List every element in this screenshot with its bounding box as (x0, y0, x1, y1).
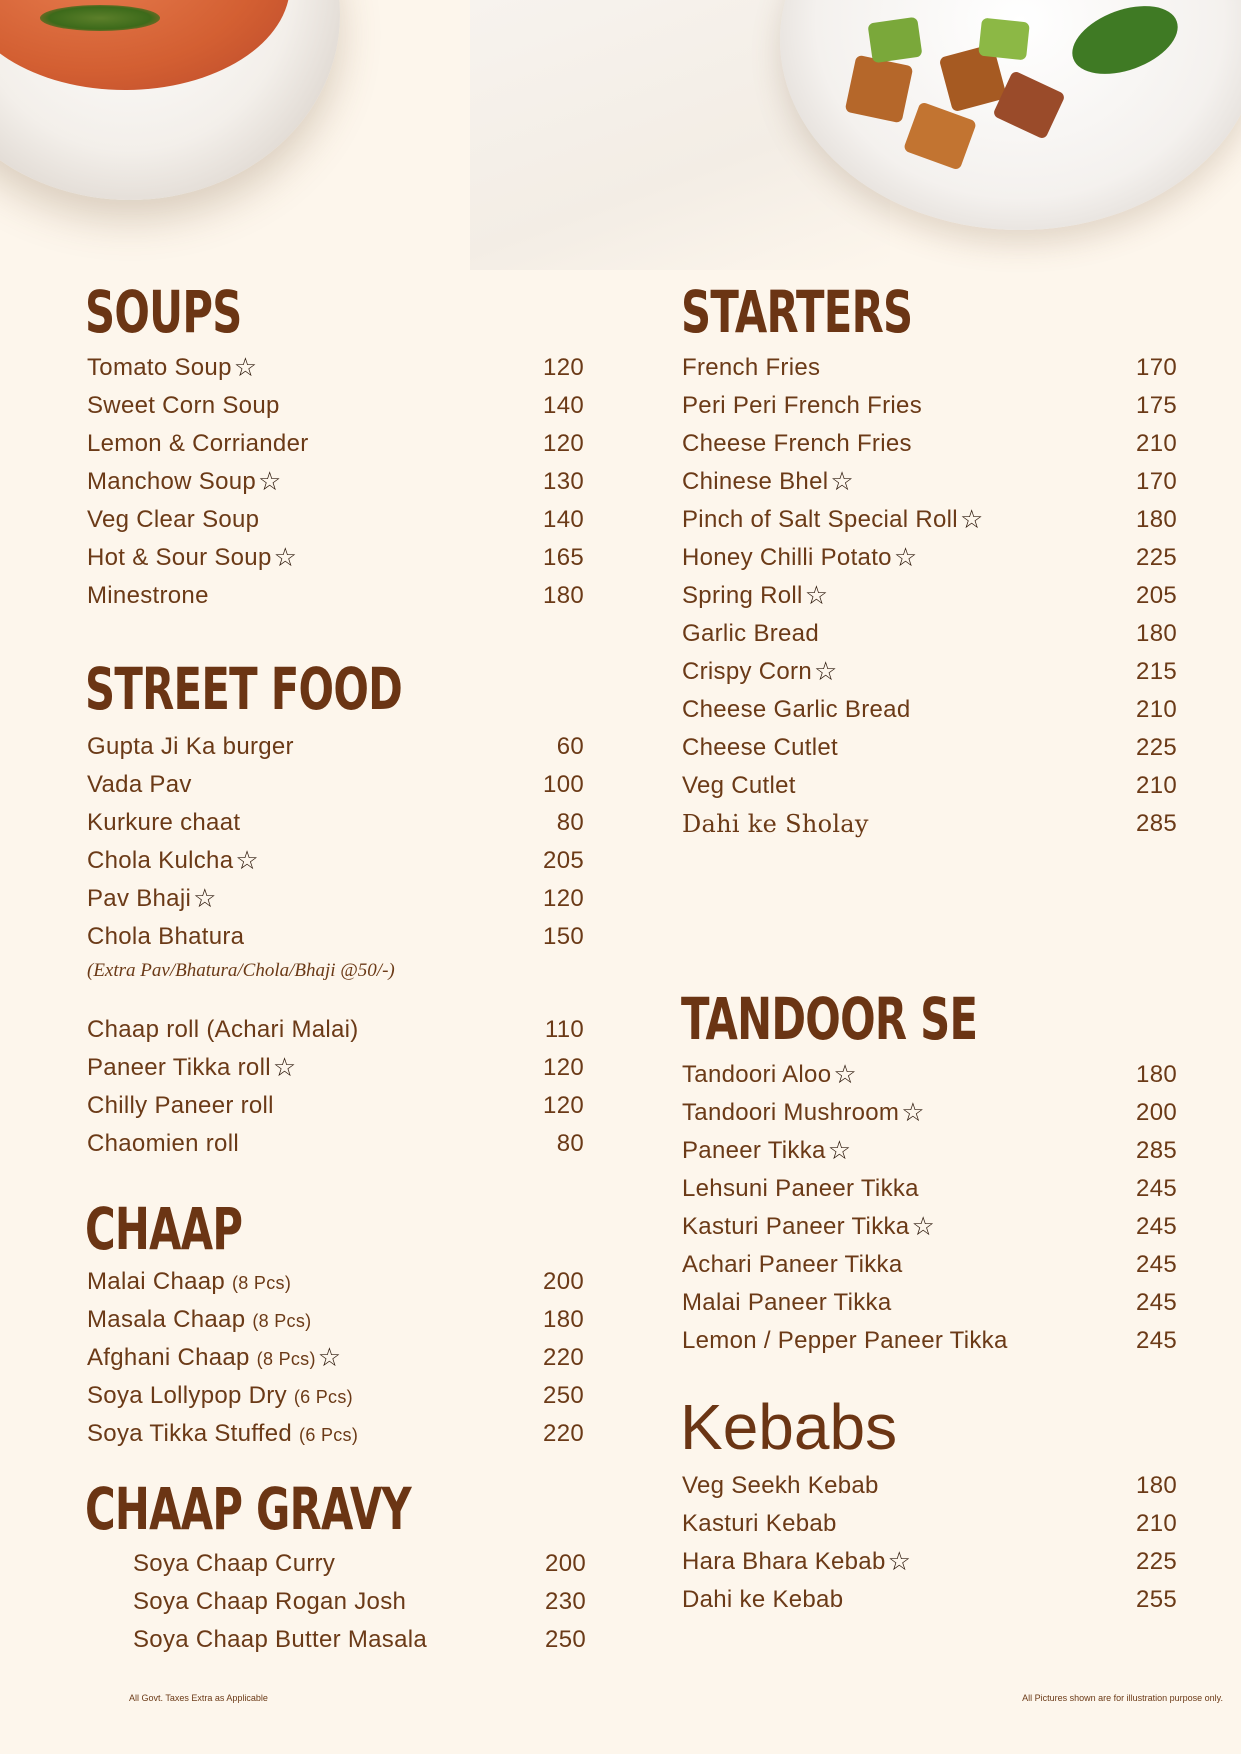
menu-item-name-text: Paneer Tikka roll (87, 1054, 271, 1081)
menu-item-name-text: Hot & Sour Soup (87, 544, 272, 571)
menu-item-name-text: Lemon / Pepper Paneer Tikka (682, 1327, 1008, 1354)
menu-item (87, 806, 584, 840)
starters-heading: STARTERS (681, 278, 913, 346)
menu-item-name-text: Pav Bhaji (87, 885, 192, 912)
menu-item (87, 503, 584, 537)
menu-item-price: 165 (543, 544, 584, 571)
menu-item-name (682, 1172, 919, 1206)
star-outline-icon: ☆ (830, 466, 854, 496)
menu-item-name-text: Soya Chaap Butter Masala (133, 1626, 428, 1653)
kebabs-heading: Kebabs (680, 1391, 898, 1463)
menu-item-name-text: Soya Chaap Rogan Josh (133, 1588, 407, 1615)
menu-item-name (87, 579, 209, 613)
menu-item-name (682, 1248, 902, 1282)
menu-item-name (87, 768, 192, 802)
menu-item-price: 205 (543, 847, 584, 874)
menu-item-name-text: Spring Roll (682, 582, 803, 609)
menu-item-name (87, 844, 259, 878)
menu-item-name (682, 807, 869, 841)
menu-item (87, 730, 584, 764)
menu-item-price: 120 (543, 430, 584, 457)
menu-item (682, 1058, 1177, 1092)
star-outline-icon: ☆ (901, 1097, 925, 1127)
menu-item-name-text: Afghani Chaap (87, 1344, 250, 1371)
menu-item-price: 170 (1136, 468, 1177, 495)
menu-item-price: 210 (1136, 430, 1177, 457)
menu-item (682, 465, 1177, 499)
menu-item-price: 180 (1136, 620, 1177, 647)
chaap-heading: CHAAP (85, 1195, 243, 1263)
menu-item-name-text: Soya Chaap Curry (133, 1550, 336, 1577)
menu-item-name (682, 769, 796, 803)
menu-item (87, 768, 584, 802)
menu-item-price: 210 (1136, 696, 1177, 723)
star-outline-icon: ☆ (317, 1342, 342, 1372)
star-outline-icon: ☆ (814, 656, 838, 686)
menu-item-name (682, 1210, 935, 1244)
menu-item-name-text: Kasturi Kebab (682, 1510, 837, 1537)
menu-item-price: 140 (543, 392, 584, 419)
menu-item-name-text: Crispy Corn (682, 658, 812, 685)
menu-item-name-text: Veg Seekh Kebab (682, 1472, 879, 1499)
menu-item-name-text: Kurkure chaat (87, 809, 241, 836)
menu-item (87, 1303, 584, 1337)
menu-item (87, 389, 584, 423)
menu-item-name-text: French Fries (682, 354, 821, 381)
menu-item (87, 1051, 584, 1085)
menu-item-price: 170 (1136, 354, 1177, 381)
menu-item-price: 220 (543, 1420, 584, 1447)
menu-item (87, 844, 584, 878)
menu-item (87, 1417, 584, 1451)
menu-item-price: 200 (545, 1550, 586, 1577)
menu-item-quantity: (8 Pcs) (256, 1349, 316, 1369)
menu-item-name-text: Paneer Tikka (682, 1137, 826, 1164)
menu-item-name (682, 1286, 892, 1320)
menu-item (133, 1623, 586, 1657)
menu-item-price: 245 (1136, 1251, 1177, 1278)
menu-item-price: 225 (1136, 1548, 1177, 1575)
menu-item-name-text: Chilly Paneer roll (87, 1092, 274, 1119)
menu-item-price: 100 (543, 771, 584, 798)
soups-heading: SOUPS (85, 278, 242, 346)
menu-item-price: 285 (1136, 1137, 1177, 1164)
menu-item (87, 1127, 584, 1161)
menu-item-name (87, 465, 282, 499)
menu-item-name (87, 882, 217, 916)
menu-item-name-text: Tomato Soup (87, 354, 232, 381)
menu-item-price: 140 (543, 506, 584, 533)
star-outline-icon: ☆ (911, 1211, 936, 1241)
menu-item-name-text: Hara Bhara Kebab (682, 1548, 886, 1575)
star-outline-icon: ☆ (893, 542, 918, 572)
menu-item-price: 215 (1136, 658, 1177, 685)
menu-item-name-text: Sweet Corn Soup (87, 392, 280, 419)
menu-item-name-text: Chola Bhatura (87, 923, 245, 950)
menu-item (682, 1583, 1177, 1617)
menu-item-price: 245 (1136, 1213, 1177, 1240)
menu-item (682, 1324, 1177, 1358)
menu-item (87, 579, 584, 613)
menu-item-name (87, 1089, 274, 1123)
menu-item-name-text: Lemon & Corriander (87, 430, 309, 457)
menu-item-price: 60 (556, 733, 584, 760)
menu-item-name-text: Chaap roll (Achari Malai) (87, 1016, 359, 1043)
menu-item-name (87, 806, 240, 840)
menu-item-price: 230 (545, 1588, 586, 1615)
menu-item-name (682, 351, 820, 385)
menu-item-name-text: Dahi ke Sholay (682, 810, 869, 838)
menu-item (133, 1585, 586, 1619)
menu-item-name (133, 1623, 427, 1657)
menu-item-name (682, 579, 828, 613)
menu-item (682, 1134, 1177, 1168)
menu-item-price: 150 (543, 923, 584, 950)
menu-item-name (682, 1507, 837, 1541)
menu-item-name (87, 427, 309, 461)
star-outline-icon: ☆ (827, 1135, 852, 1165)
menu-item-name (87, 1051, 296, 1085)
menu-item (682, 541, 1177, 575)
menu-item-name (87, 503, 259, 537)
menu-item-price: 120 (543, 885, 584, 912)
menu-item (87, 427, 584, 461)
menu-item-price: 80 (556, 809, 584, 836)
menu-item-price: 245 (1136, 1327, 1177, 1354)
menu-item-name (682, 1583, 843, 1617)
menu-item-name-text: Kasturi Paneer Tikka (682, 1213, 910, 1240)
menu-item-name (87, 1127, 239, 1161)
menu-item-name-text: Tandoori Mushroom (682, 1099, 900, 1126)
menu-item-name (682, 1058, 857, 1092)
menu-item-name (682, 1469, 879, 1503)
star-outline-icon: ☆ (804, 580, 829, 610)
menu-item-name (682, 1545, 911, 1579)
menu-item-name (87, 1379, 353, 1414)
street-food-heading: STREET FOOD (85, 655, 403, 723)
menu-item-name (133, 1585, 406, 1619)
menu-item (682, 1210, 1177, 1244)
menu-item-name (87, 1341, 341, 1376)
menu-item-name (87, 389, 280, 423)
menu-item-price: 200 (543, 1268, 584, 1295)
menu-item (682, 579, 1177, 613)
menu-item (682, 769, 1177, 803)
menu-item (133, 1547, 586, 1581)
menu-item-name-text: Soya Tikka Stuffed (87, 1420, 293, 1447)
herb-garnish-image (40, 5, 160, 31)
menu-item (87, 1379, 584, 1413)
menu-item (682, 427, 1177, 461)
menu-item-name (87, 1013, 359, 1047)
menu-item-name-text: Minestrone (87, 582, 209, 609)
menu-item-quantity: (8 Pcs) (232, 1273, 292, 1293)
star-outline-icon: ☆ (272, 1052, 297, 1082)
menu-item-name-text: Honey Chilli Potato (682, 544, 892, 571)
menu-item-name (87, 1303, 311, 1338)
menu-item-price: 120 (543, 1054, 584, 1081)
menu-item-name (682, 503, 984, 537)
menu-item-price: 210 (1136, 1510, 1177, 1537)
menu-item (87, 920, 584, 954)
menu-item-name (682, 427, 912, 461)
menu-item (682, 503, 1177, 537)
menu-item-name-text: Malai Chaap (87, 1268, 226, 1295)
menu-item-price: 245 (1136, 1175, 1177, 1202)
menu-item (87, 465, 584, 499)
menu-item (682, 1286, 1177, 1320)
menu-item-price: 110 (544, 1016, 584, 1043)
star-outline-icon: ☆ (273, 542, 298, 572)
menu-item-price: 175 (1136, 392, 1177, 419)
menu-item-price: 120 (543, 1092, 584, 1119)
menu-item-name (682, 1096, 925, 1130)
star-outline-icon: ☆ (833, 1059, 857, 1089)
menu-item-name-text: Chinese Bhel (682, 468, 829, 495)
menu-item-name-text: Cheese French Fries (682, 430, 912, 457)
menu-item-name-text: Pinch of Salt Special Roll (682, 506, 958, 533)
menu-item-name (682, 617, 819, 651)
menu-item-name (133, 1547, 335, 1581)
menu-item (682, 351, 1177, 385)
menu-item-name-text: Cheese Cutlet (682, 734, 838, 761)
menu-item (87, 1265, 584, 1299)
menu-item-name (682, 389, 922, 423)
menu-item-name (682, 1324, 1008, 1358)
star-outline-icon: ☆ (235, 845, 259, 875)
menu-item-name-text: Malai Paneer Tikka (682, 1289, 892, 1316)
star-outline-icon: ☆ (233, 352, 258, 382)
menu-item-quantity: (6 Pcs) (293, 1387, 353, 1407)
menu-item-name (87, 730, 294, 764)
star-outline-icon: ☆ (959, 504, 984, 534)
menu-item-price: 200 (1136, 1099, 1177, 1126)
menu-item-name (87, 351, 257, 385)
menu-item-price: 130 (543, 468, 584, 495)
menu-item-name-text: Manchow Soup (87, 468, 257, 495)
menu-item (87, 1089, 584, 1123)
star-outline-icon: ☆ (887, 1546, 912, 1576)
menu-item (682, 1545, 1177, 1579)
menu-item (682, 1096, 1177, 1130)
menu-item-quantity: (8 Pcs) (252, 1311, 312, 1331)
menu-item-name-text: Vada Pav (87, 771, 192, 798)
menu-item-name-text: Peri Peri French Fries (682, 392, 922, 419)
menu-item (682, 1248, 1177, 1282)
menu-item (682, 389, 1177, 423)
menu-item-name (87, 541, 297, 575)
menu-item (682, 655, 1177, 689)
menu-item-name-text: Lehsuni Paneer Tikka (682, 1175, 919, 1202)
menu-item (682, 693, 1177, 727)
menu-item-name-text: Soya Lollypop Dry (87, 1382, 287, 1409)
menu-item-price: 180 (543, 1306, 584, 1333)
menu-item-name (87, 1265, 291, 1300)
menu-item-name-text: Veg Clear Soup (87, 506, 260, 533)
menu-item-price: 220 (543, 1344, 584, 1371)
star-outline-icon: ☆ (193, 883, 217, 913)
menu-item (682, 1172, 1177, 1206)
menu-item-name-text: Garlic Bread (682, 620, 819, 647)
menu-item-name (682, 655, 838, 689)
menu-item (682, 1469, 1177, 1503)
menu-item (87, 1013, 584, 1047)
menu-item (682, 807, 1177, 841)
menu-item-name-text: Masala Chaap (87, 1306, 246, 1333)
menu-item-price: 180 (1136, 1061, 1177, 1088)
menu-item-name (87, 920, 244, 954)
chaap-gravy-heading: CHAAP GRAVY (85, 1475, 411, 1543)
menu-item (87, 1341, 584, 1375)
menu-item (682, 617, 1177, 651)
menu-item-name-text: Gupta Ji Ka burger (87, 733, 294, 760)
menu-item (682, 1507, 1177, 1541)
pictures-disclaimer: All Pictures shown are for illustration purpose only. (1022, 1693, 1223, 1703)
menu-item-price: 80 (556, 1130, 584, 1157)
menu-item-price: 225 (1136, 544, 1177, 571)
menu-item (87, 541, 584, 575)
menu-item-price: 250 (543, 1382, 584, 1409)
menu-item (682, 731, 1177, 765)
menu-item-name-text: Chaomien roll (87, 1130, 239, 1157)
menu-item-name (87, 1417, 358, 1452)
menu-item-quantity: (6 Pcs) (299, 1425, 359, 1445)
menu-item-price: 250 (545, 1626, 586, 1653)
menu-item-name (682, 465, 854, 499)
menu-item-price: 255 (1136, 1586, 1177, 1613)
menu-item-price: 180 (543, 582, 584, 609)
menu-item (87, 351, 584, 385)
menu-item-price: 225 (1136, 734, 1177, 761)
menu-item-name-text: Achari Paneer Tikka (682, 1251, 903, 1278)
menu-item-name-text: Chola Kulcha (87, 847, 234, 874)
tandoor-se-heading: TANDOOR SE (681, 985, 978, 1053)
menu-item-price: 245 (1136, 1289, 1177, 1316)
menu-item-name (682, 541, 917, 575)
menu-item (87, 882, 584, 916)
star-outline-icon: ☆ (258, 466, 282, 496)
menu-item-name-text: Tandoori Aloo (682, 1061, 832, 1088)
menu-item-price: 120 (543, 354, 584, 381)
menu-item-name (682, 1134, 851, 1168)
taxes-footnote: All Govt. Taxes Extra as Applicable (129, 1693, 268, 1703)
street-food-extras-note: (Extra Pav/Bhatura/Chola/Bhaji @50/-) (87, 960, 395, 981)
menu-item-name (682, 731, 838, 765)
menu-item-name-text: Cheese Garlic Bread (682, 696, 911, 723)
menu-item-price: 205 (1136, 582, 1177, 609)
menu-item-name (682, 693, 910, 727)
menu-item-price: 180 (1136, 1472, 1177, 1499)
menu-item-price: 180 (1136, 506, 1177, 533)
menu-item-price: 210 (1136, 772, 1177, 799)
menu-item-name-text: Veg Cutlet (682, 772, 796, 799)
menu-item-price: 285 (1136, 810, 1177, 837)
menu-item-name-text: Dahi ke Kebab (682, 1586, 844, 1613)
